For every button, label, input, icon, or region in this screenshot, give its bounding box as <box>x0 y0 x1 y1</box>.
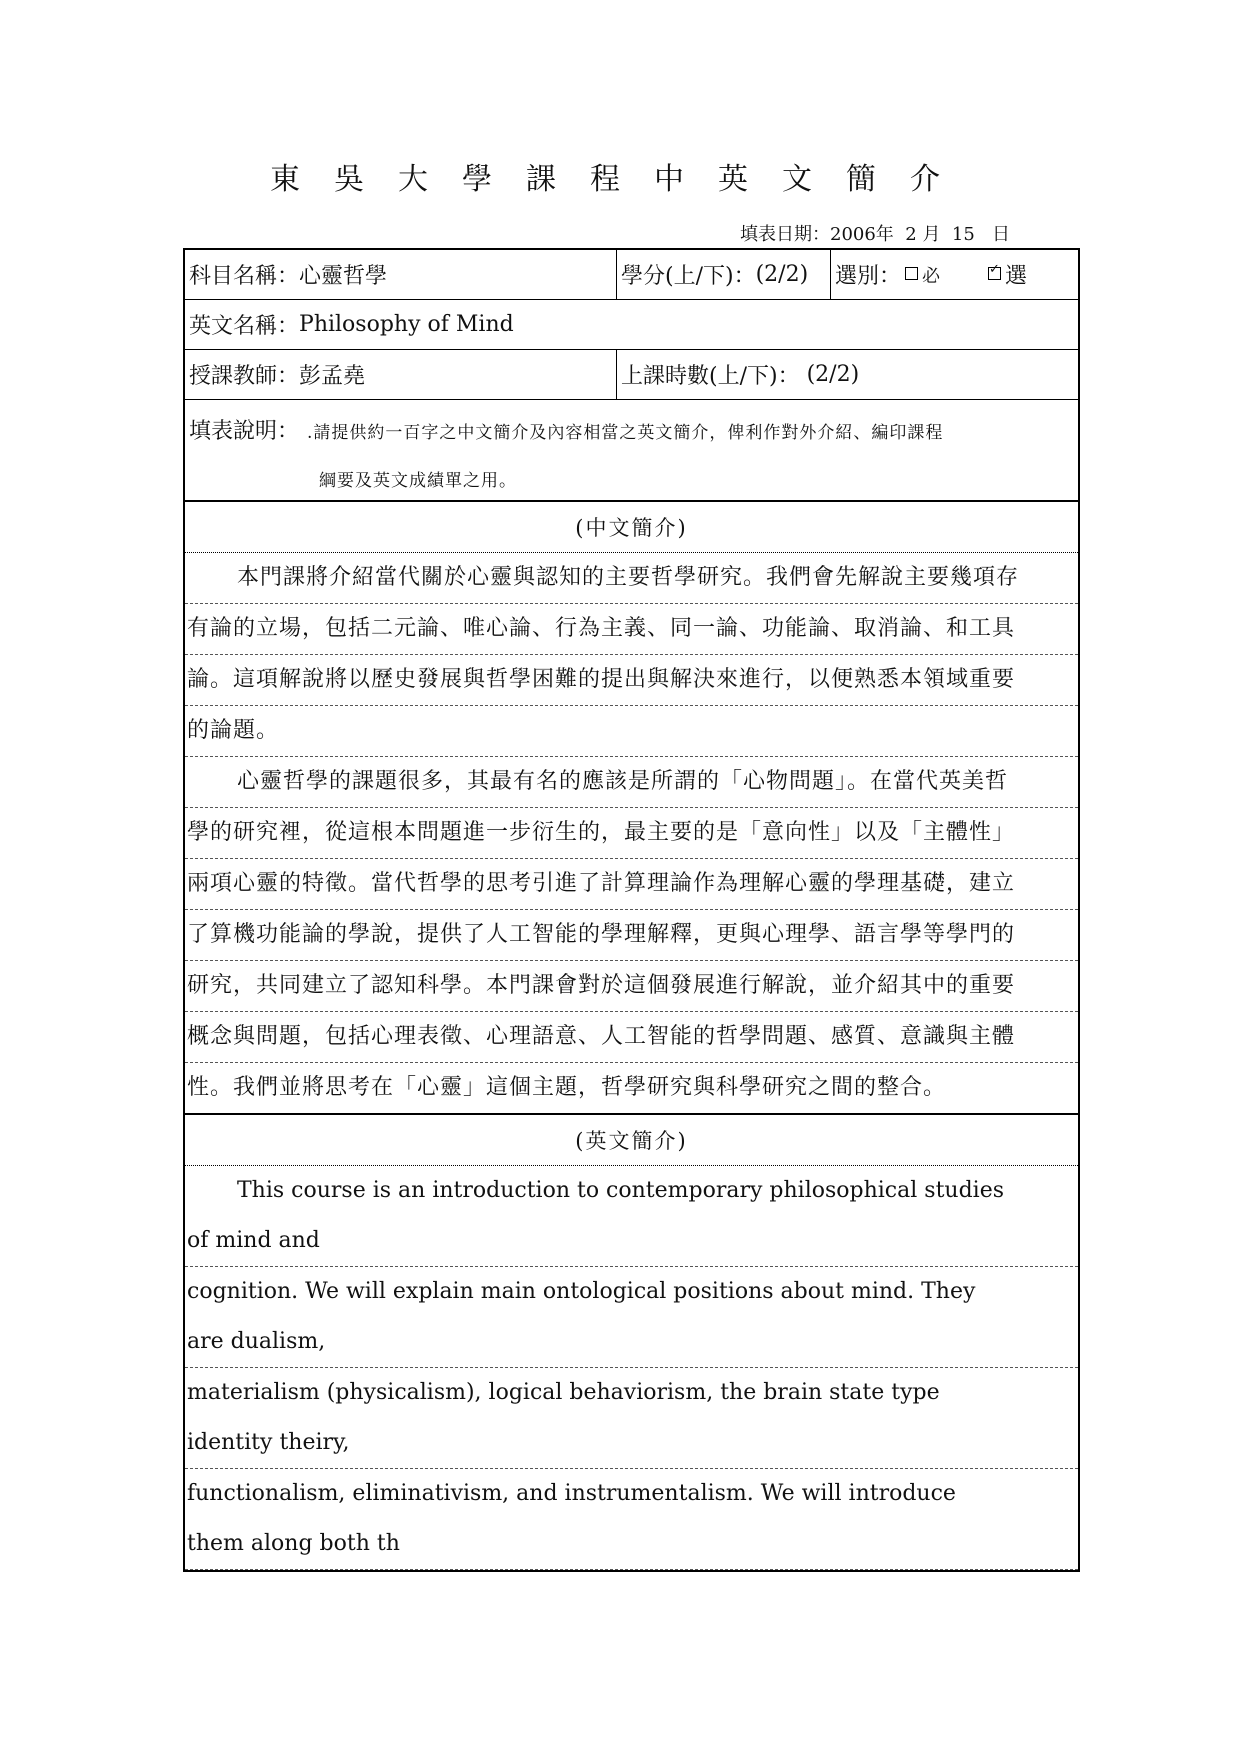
hours-cell <box>621 350 859 399</box>
elective-checkbox[interactable] <box>988 267 1001 280</box>
chinese-intro-line: 研究，共同建立了認知科學。本門課會對於這個發展進行解說，並介紹其中的重要 <box>185 961 1078 1012</box>
english-intro-line: This course is an introduction to contemporary philosophical studies <box>237 1178 1005 1203</box>
divider <box>830 250 831 299</box>
chinese-intro-line: 了算機功能論的學說，提供了人工智能的學理解釋，更與心理學、語言學等學門的 <box>185 910 1078 961</box>
fill-date-year: 2006年 <box>830 224 894 245</box>
course-form <box>183 248 1080 1572</box>
credits-cell <box>621 250 808 299</box>
fill-date <box>740 220 1010 246</box>
fill-date-day: 15 <box>951 224 975 245</box>
course-name-value: 心靈哲學 <box>299 264 388 289</box>
instructions-line-1: .請提供約一百字之中文簡介及內容相當之英文簡介，俾利作對外介紹、編印課程 <box>307 423 944 443</box>
row-english-name <box>185 300 1078 350</box>
row-fill-instructions <box>185 400 1078 502</box>
hours-value: (2/2) <box>806 362 860 387</box>
required-checkbox[interactable] <box>905 267 918 280</box>
instructions-label: 填表說明： <box>189 419 300 444</box>
chinese-intro-line: 概念與問題，包括心理表徵、心理語意、人工智能的哲學問題、感質、意識與主體 <box>185 1012 1078 1063</box>
required-label: 必 <box>922 265 941 287</box>
teacher-value: 彭孟堯 <box>299 364 366 389</box>
row-teacher <box>185 350 1078 400</box>
chinese-intro-line: 性。我們並將思考在「心靈」這個主題，哲學研究與科學研究之間的整合。 <box>187 1075 947 1100</box>
teacher-label: 授課教師： <box>189 364 300 389</box>
teacher-cell <box>189 350 365 399</box>
english-intro-line: cognition. We will explain main ontological positions about mind. They <box>187 1279 976 1304</box>
chinese-intro-line: 心靈哲學的課題很多，其最有名的應該是所謂的「心物問題」。在當代英美哲 <box>185 757 1078 808</box>
page-title: 東吳大學課程中英文簡介 <box>270 162 974 197</box>
divider <box>616 350 617 399</box>
course-name-label: 科目名稱： <box>189 264 300 289</box>
row-course-name <box>185 250 1078 300</box>
english-name-label: 英文名稱： <box>189 314 300 339</box>
course-name-cell <box>189 250 387 299</box>
fill-date-month: 2 <box>905 224 917 245</box>
english-intro-line: are dualism, <box>185 1317 1078 1368</box>
chinese-intro-line: 本門課將介紹當代關於心靈與認知的主要哲學研究。我們會先解說主要幾項存 <box>185 553 1078 604</box>
chinese-intro-line: 論。這項解說將以歷史發展與哲學困難的提出與解決來進行，以便熟悉本領域重要 <box>185 655 1078 706</box>
english-intro-line: of mind and <box>185 1216 1078 1267</box>
english-intro-line: them along both th <box>185 1519 1078 1570</box>
english-name-value: Philosophy of Mind <box>299 312 514 337</box>
elective-label: 選 <box>1005 264 1028 289</box>
english-intro-heading: (英文簡介) <box>185 1115 1078 1166</box>
chinese-intro-line: 兩項心靈的特徵。當代哲學的思考引進了計算理論作為理解心靈的學理基礎，建立 <box>185 859 1078 910</box>
chinese-intro-line: 的論題。 <box>185 706 1078 757</box>
chinese-intro-line: 學的研究裡，從這根本問題進一步衍生的，最主要的是「意向性」以及「主體性」 <box>185 808 1078 859</box>
fill-date-month-unit: 月 <box>922 224 941 245</box>
fill-date-label: 填表日期： <box>740 224 830 245</box>
english-intro-line: functionalism, eliminativism, and instrumentalism. We will introduce <box>187 1481 956 1506</box>
english-intro-line: identity theiry, <box>185 1418 1078 1469</box>
credits-value: (2/2) <box>755 262 809 287</box>
divider <box>616 250 617 299</box>
english-intro-section <box>185 1115 1078 1570</box>
english-intro-line: materialism (physicalism), logical behaviorism, the brain state type <box>187 1380 940 1405</box>
chinese-intro-line: 有論的立場，包括二元論、唯心論、行為主義、同一論、功能論、取消論、和工具 <box>185 604 1078 655</box>
credits-label: 學分(上/下)： <box>621 264 756 289</box>
english-name-cell <box>189 300 514 349</box>
instructions-line-2: 綱要及英文成績單之用。 <box>319 471 517 491</box>
hours-label: 上課時數(上/下)： <box>621 364 800 389</box>
fill-date-day-unit: 日 <box>991 224 1010 245</box>
chinese-intro-section <box>185 502 1078 1115</box>
course-type-label: 選別： <box>835 264 902 289</box>
course-type-cell <box>835 250 1027 299</box>
chinese-intro-heading: (中文簡介) <box>185 502 1078 553</box>
